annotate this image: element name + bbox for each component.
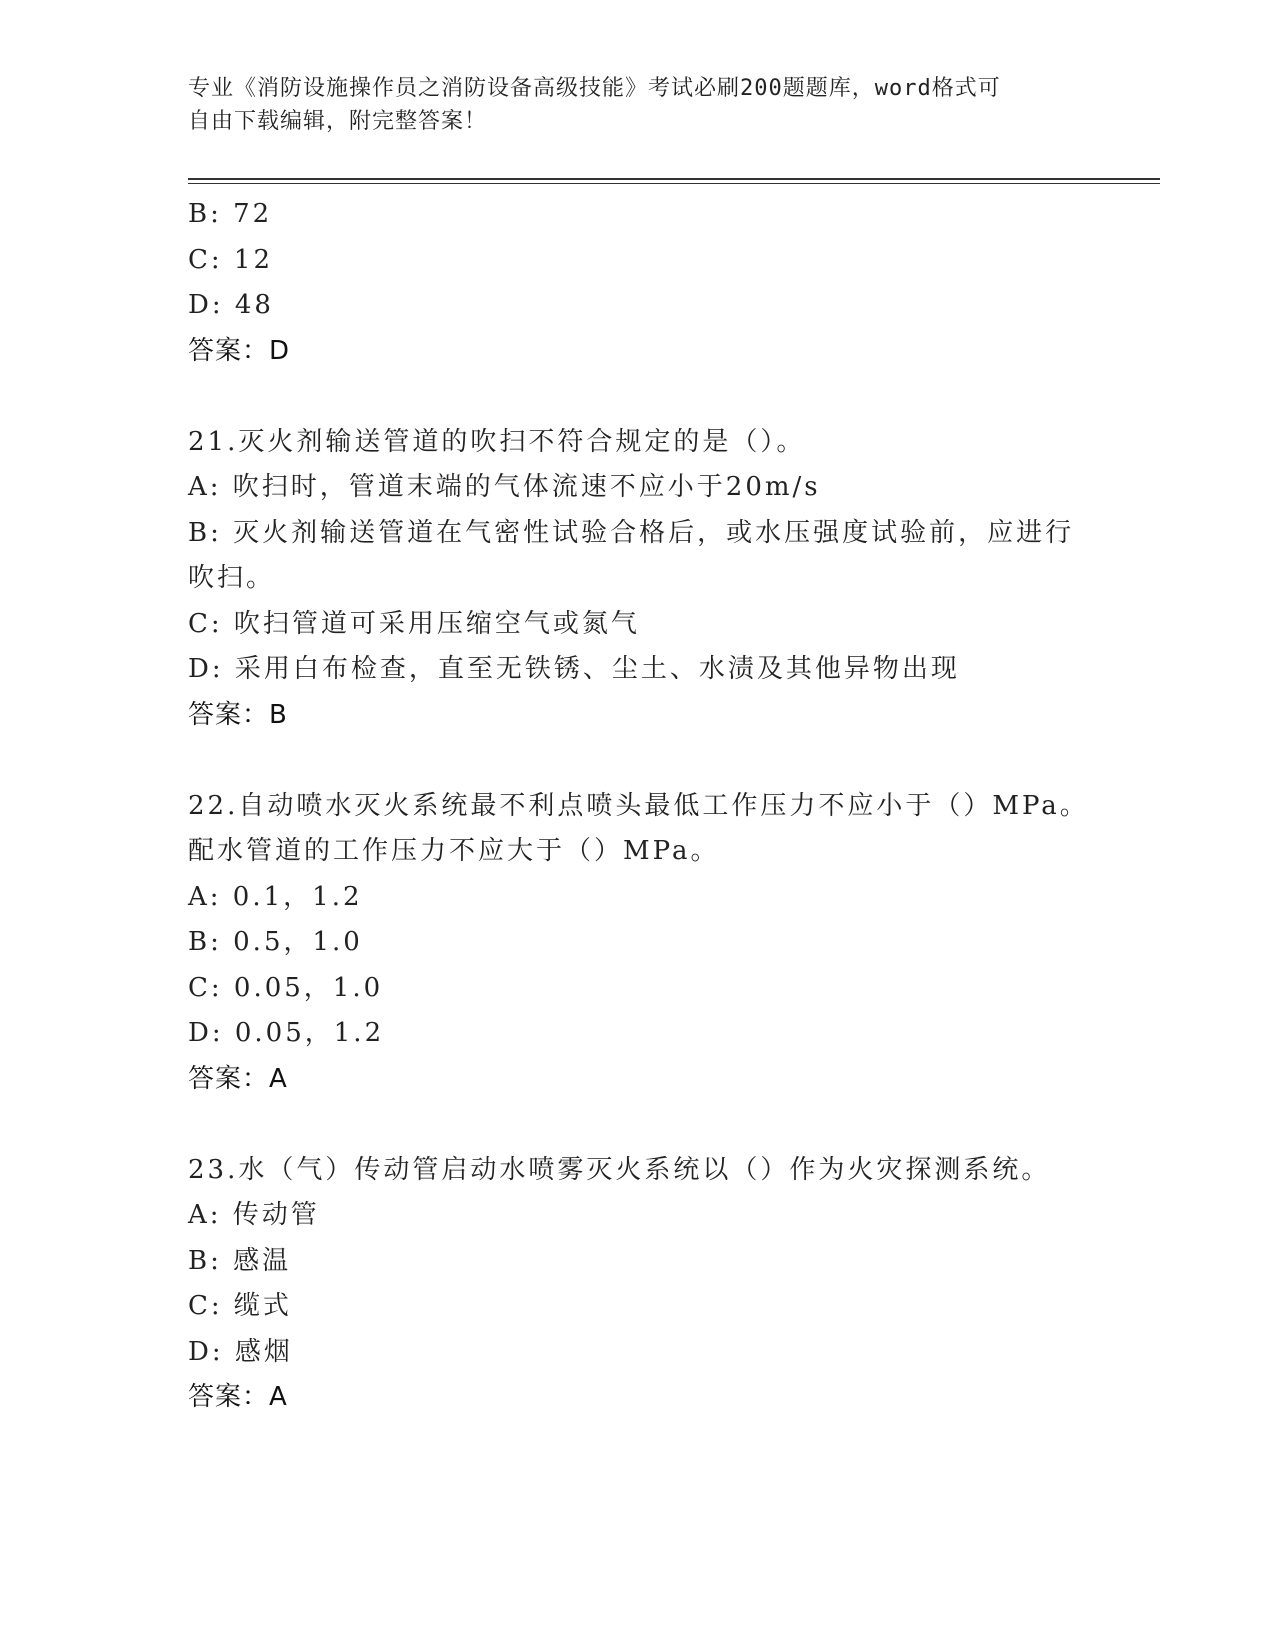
answer-line: 答案：B <box>188 699 288 730</box>
spacer <box>188 1102 1088 1148</box>
option-line-continued: 吹扫。 <box>188 563 276 593</box>
question-21 <box>188 420 1088 739</box>
previous-question-tail <box>188 192 1088 374</box>
option-line: C: 12 <box>188 244 274 275</box>
header-divider-thick <box>188 178 1160 180</box>
option-line: D: 采用白布检查，直至无铁锈、尘土、水渍及其他异物出现 <box>188 654 960 684</box>
header-title-line-2: 自由下载编辑，附完整答案！ <box>188 109 488 134</box>
option-line: B: 灭火剂输送管道在气密性试验合格后，或水压强度试验前，应进行 <box>188 517 1075 548</box>
question-stem: 22.自动喷水灭火系统最不利点喷头最低工作压力不应小于（）MPa。 <box>188 790 1089 821</box>
question-22 <box>188 784 1088 1103</box>
option-line: A: 传动管 <box>188 1200 320 1230</box>
option-line: D: 感烟 <box>188 1336 293 1367</box>
answer-line: 答案：A <box>188 1382 288 1412</box>
option-line: B: 0.5，1.0 <box>188 927 363 957</box>
document-header <box>188 72 1088 138</box>
spacer <box>188 738 1088 784</box>
question-23 <box>188 1148 1088 1421</box>
option-line: A: 吹扫时，管道末端的气体流速不应小于20m/s <box>188 472 821 502</box>
question-stem-continued: 配水管道的工作压力不应大于（）MPa。 <box>188 836 720 866</box>
question-stem: 23.水（气）传动管启动水喷雾灭火系统以（）作为火灾探测系统。 <box>188 1154 1051 1185</box>
option-line: B: 72 <box>188 199 273 229</box>
option-line: C: 吹扫管道可采用压缩空气或氮气 <box>188 608 640 639</box>
header-title-line-1: 专业《消防设施操作员之消防设备高级技能》考试必刷200题题库，word格式可 <box>188 76 1001 101</box>
answer-line: 答案：D <box>188 335 291 366</box>
option-line: C: 缆式 <box>188 1291 292 1321</box>
option-line: C: 0.05，1.0 <box>188 972 384 1003</box>
spacer <box>188 374 1088 420</box>
option-line: D: 0.05，1.2 <box>188 1018 385 1048</box>
question-stem: 21.灭火剂输送管道的吹扫不符合规定的是（）。 <box>188 426 806 457</box>
option-line: B: 感温 <box>188 1245 292 1276</box>
header-divider-thin <box>188 183 1160 184</box>
option-line: A: 0.1，1.2 <box>188 881 363 912</box>
option-line: D: 48 <box>188 290 274 320</box>
answer-line: 答案：A <box>188 1063 288 1094</box>
question-content <box>188 192 1088 1421</box>
